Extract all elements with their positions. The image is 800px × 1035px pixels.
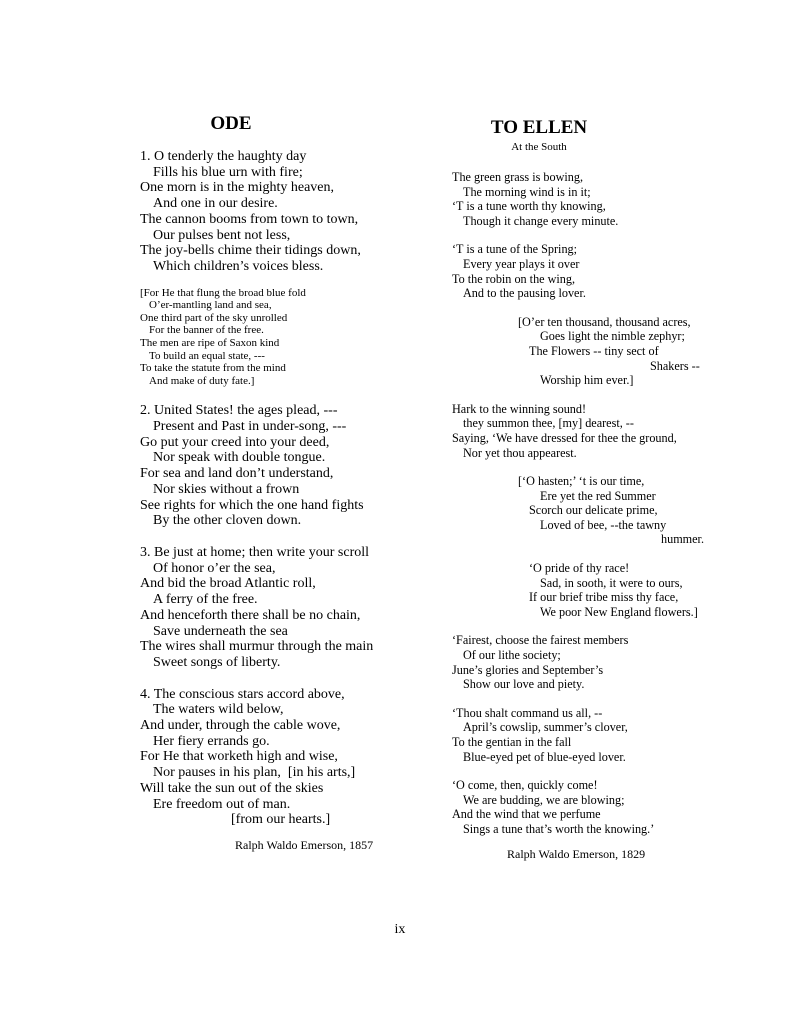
- poem-line: Goes light the nimble zephyr;: [540, 329, 685, 344]
- poem-line: By the other cloven down.: [153, 513, 302, 529]
- to-ellen-stanza: [452, 474, 714, 547]
- poem-line: 3. Be just at home; then write your scroll: [140, 545, 370, 560]
- poem-line: hummer.: [661, 532, 704, 547]
- poem-line: The morning wind is in it;: [463, 184, 591, 199]
- poem-line: To the gentian in the fall: [452, 735, 572, 749]
- to-ellen-stanza: [452, 315, 714, 388]
- poem-line: A ferry of the free.: [153, 592, 258, 608]
- ode-stanza-4: [140, 687, 400, 828]
- ode-stanza-2: [140, 403, 400, 529]
- poem-line: [‘O hasten;’ ‘t is our time,: [518, 474, 645, 489]
- poem-line: The wires shall murmur through the main: [140, 639, 374, 655]
- poem-line: Nor yet thou appearest.: [463, 445, 577, 460]
- poem-line: Nor pauses in his plan, [in his arts,]: [153, 765, 356, 781]
- ode-column: [140, 112, 400, 852]
- poem-line: And the wind that we perfume: [452, 807, 601, 822]
- poem-line: Present and Past in under-song, ---: [153, 419, 347, 435]
- poem-line: Though it change every minute.: [463, 213, 619, 228]
- to-ellen-stanza: [452, 633, 714, 691]
- ode-title: ODE: [210, 113, 252, 134]
- poem-line: The green grass is bowing,: [452, 170, 583, 184]
- poem-line: And bid the broad Atlantic roll,: [140, 576, 316, 592]
- poem-line: One third part of the sky unrolled: [140, 311, 288, 324]
- poem-line: The joy-bells chime their tidings down,: [140, 243, 361, 259]
- poem-line: We poor New England flowers.]: [540, 604, 698, 619]
- poem-line: Ere freedom out of man.: [153, 796, 291, 812]
- poem-line: O’er-mantling land and sea,: [149, 299, 272, 312]
- poem-line: Of our lithe society;: [463, 648, 561, 663]
- poem-line: they summon thee, [my] dearest, --: [463, 416, 634, 431]
- to-ellen-stanza: [452, 170, 714, 228]
- poem-line: Save underneath the sea: [153, 623, 288, 639]
- poem-line: Loved of bee, --the tawny: [540, 517, 667, 532]
- poem-line: The waters wild below,: [153, 702, 284, 718]
- poem-line: Blue-eyed pet of blue-eyed lover.: [463, 749, 626, 764]
- poem-line: Sweet songs of liberty.: [153, 654, 281, 670]
- poem-line: Which children’s voices bless.: [153, 258, 324, 274]
- ode-bracket-note: [140, 287, 400, 388]
- poem-line: To the robin on the wing,: [452, 271, 576, 286]
- poem-line: For He that worketh high and wise,: [140, 749, 338, 765]
- poem-line: Her fiery errands go.: [153, 733, 270, 749]
- poem-line: And to the pausing lover.: [463, 286, 586, 301]
- poem-line: April’s cowslip, summer’s clover,: [463, 720, 628, 735]
- poem-line: ‘T is a tune worth thy knowing,: [452, 199, 606, 214]
- poem-line: And one in our desire.: [153, 196, 278, 212]
- poem-line: The men are ripe of Saxon kind: [140, 337, 280, 349]
- poem-line: [For He that flung the broad blue fold: [140, 286, 306, 299]
- poem-line: Go put your creed into your deed,: [140, 434, 330, 450]
- poem-line: The cannon booms from town to town,: [140, 211, 359, 227]
- poem-line: One morn is in the mighty heaven,: [140, 180, 335, 196]
- poem-line: 4. The conscious stars accord above,: [140, 686, 345, 702]
- poem-line: And henceforth there shall be no chain,: [140, 607, 361, 623]
- poem-line: Fills his blue urn with fire;: [153, 164, 303, 180]
- page-number: ix: [394, 922, 406, 937]
- to-ellen-stanza: [452, 402, 714, 460]
- poem-line: Sad, in sooth, it were to ours,: [540, 575, 683, 590]
- poem-line: ‘O come, then, quickly come!: [452, 778, 598, 793]
- poem-line: Scorch our delicate prime,: [529, 503, 658, 518]
- poem-line: ‘O pride of thy race!: [529, 561, 630, 576]
- poem-line: Of honor o’er the sea,: [153, 560, 276, 576]
- poem-line: Ere yet the red Summer: [540, 488, 656, 503]
- poem-line: For sea and land don’t understand,: [140, 466, 334, 482]
- poem-line: ‘T is a tune of the Spring;: [452, 242, 578, 257]
- poem-line: Nor speak with double tongue.: [153, 450, 326, 466]
- poem-line: Show our love and piety.: [463, 677, 585, 692]
- to-ellen-stanza: [452, 778, 714, 836]
- poem-line: Our pulses bent not less,: [153, 227, 291, 243]
- to-ellen-title: TO ELLEN: [490, 117, 588, 138]
- poem-line: The Flowers -- tiny sect of: [529, 343, 659, 358]
- poem-line: [from our hearts.]: [231, 812, 331, 828]
- poem-line: 1. O tenderly the haughty day: [140, 149, 307, 164]
- ode-stanza-1: [140, 149, 400, 275]
- poem-line: For the banner of the free.: [149, 324, 264, 337]
- poem-line: Sings a tune that’s worth the knowing.’: [463, 821, 655, 836]
- poem-line: Worship him ever.]: [540, 373, 634, 388]
- to-ellen-stanzas: [452, 170, 714, 837]
- poem-line: To take the statute from the mind: [140, 362, 286, 375]
- to-ellen-signature: Ralph Waldo Emerson, 1829: [507, 846, 646, 861]
- poem-line: See rights for which the one hand fights: [140, 497, 364, 513]
- to-ellen-subtitle: At the South: [511, 141, 567, 153]
- poem-line: ‘Thou shalt command us all, --: [452, 705, 603, 720]
- poem-line: June’s glories and September’s: [452, 662, 604, 677]
- ode-signature: Ralph Waldo Emerson, 1857: [235, 837, 374, 852]
- poem-line: Shakers --: [650, 358, 700, 373]
- poem-line: [O’er ten thousand, thousand acres,: [518, 314, 691, 329]
- to-ellen-stanza: [452, 706, 714, 764]
- poem-line: And make of duty fate.]: [149, 374, 255, 387]
- poem-line: ‘Fairest, choose the fairest members: [452, 633, 629, 648]
- poem-line: Hark to the winning sound!: [452, 401, 587, 416]
- poem-line: 2. United States! the ages plead, ---: [140, 403, 338, 419]
- poem-line: And under, through the cable wove,: [140, 718, 341, 734]
- to-ellen-stanza: [452, 561, 714, 619]
- poem-line: Nor skies without a frown: [153, 481, 300, 497]
- to-ellen-stanza: [452, 242, 714, 300]
- poem-line: Saying, ‘We have dressed for thee the ground,: [452, 430, 677, 445]
- poem-line: We are budding, we are blowing;: [463, 792, 625, 807]
- poem-line: If our brief tribe miss thy face,: [529, 590, 679, 605]
- poem-line: To build an equal state, ---: [149, 349, 265, 362]
- ode-stanza-3: [140, 545, 400, 671]
- poem-line: Will take the sun out of the skies: [140, 780, 324, 796]
- to-ellen-column: [452, 112, 714, 861]
- poem-line: Every year plays it over: [463, 256, 580, 271]
